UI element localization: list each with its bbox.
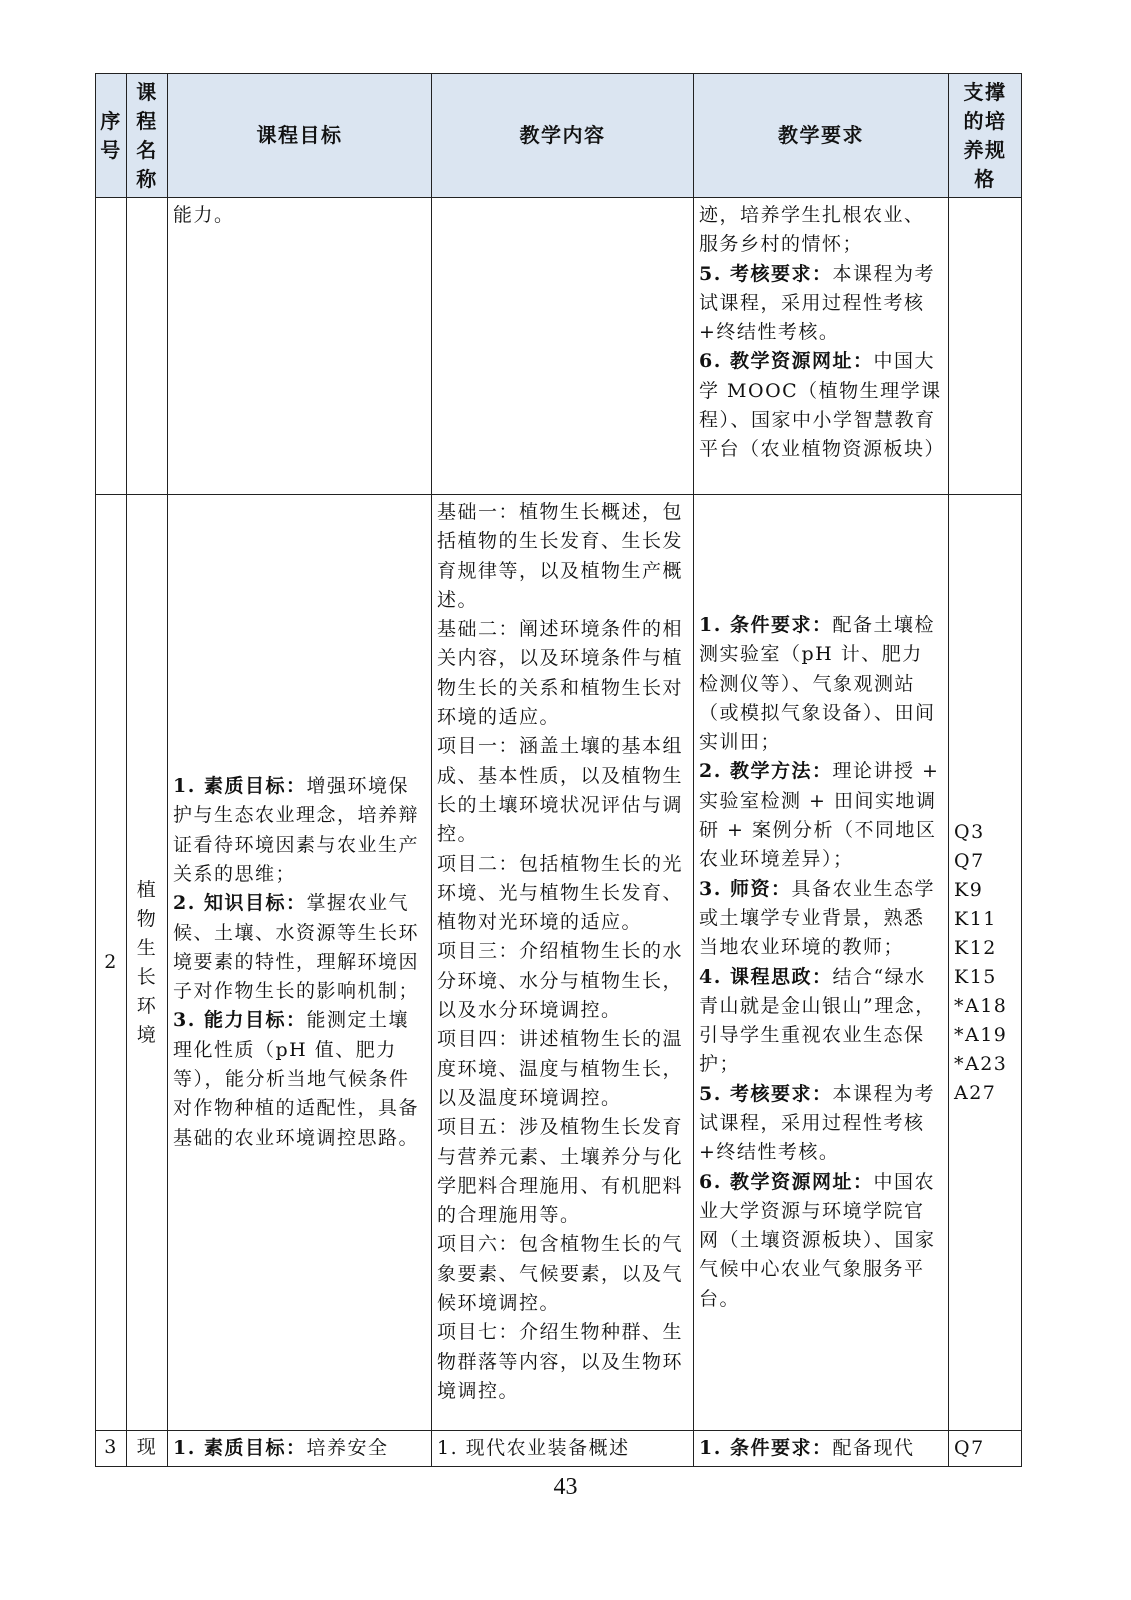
table-row-continued bbox=[96, 198, 1022, 495]
table-header-row bbox=[96, 74, 1022, 198]
content-item: 项目四：讲述植物生长的温度环境、温度与植物生长，以及温度环境调控。 bbox=[437, 1028, 684, 1109]
cell-support-spec bbox=[949, 198, 1022, 495]
cell-index: 2 bbox=[96, 495, 127, 1431]
content-item: 项目二：包括植物生长的光环境、光与植物生长发育、植物对光环境的适应。 bbox=[437, 852, 684, 934]
curriculum-table bbox=[95, 73, 1022, 1467]
content-item: 基础二：阐述环境条件的相关内容，以及环境条件与植物生长的关系和植物生长对环境的适应。 bbox=[437, 618, 684, 729]
cell-teaching-requirement: 1. 条件要求：配备现代 bbox=[694, 1431, 949, 1467]
header-course-goal: 课程目标 bbox=[168, 74, 432, 198]
table-row-3 bbox=[96, 1431, 1022, 1467]
cell-support-spec: Q3 Q7 K9 K11 K12 K15 *A18 *A19 *A23 A27 bbox=[949, 495, 1022, 1431]
content-item: 基础一：植物生长概述，包括植物的生长发育、生长发育规律等，以及植物生产概述。 bbox=[437, 501, 684, 611]
cell-teaching-content: 1. 现代农业装备概述 bbox=[432, 1431, 694, 1467]
cell-teaching-content bbox=[432, 495, 694, 1431]
header-teaching-content: 教学内容 bbox=[432, 74, 694, 198]
content-item: 项目五：涉及植物生长发育与营养元素、土壤养分与化学肥料合理施用、有机肥料的合理施用等。 bbox=[437, 1116, 684, 1227]
cell-course-name: 现 bbox=[127, 1431, 168, 1467]
content-item: 项目一：涵盖土壤的基本组成、基本性质，以及植物生长的土壤环境状况评估与调控。 bbox=[437, 735, 684, 846]
header-support-spec: 支撑 的培 养规 格 bbox=[949, 74, 1022, 198]
page-number: 43 bbox=[553, 1474, 578, 1500]
cell-teaching-content bbox=[432, 198, 694, 495]
cell-course-goal: 1. 素质目标：增强环境保护与生态农业理念，培养辩证看待环境因素与农业生产关系的思维； 2. 知识目标：掌握农业气候、土壤、水资源等生长环境要素的特性，理解环境因子对作物生长的影响机制； 3. 能力目标：能测定土壤理化性质（pH 值、肥力等），能分析当地气候条件对作物种植的适配性，具备基础的农业环境调控思路。 bbox=[168, 495, 432, 1431]
cell-course-goal: 1. 素质目标：培养安全 bbox=[168, 1431, 432, 1467]
table-row-2 bbox=[96, 495, 1022, 1431]
cell-course-name: 植 物 生 长 环 境 bbox=[127, 495, 168, 1431]
cell-index bbox=[96, 198, 127, 495]
cell-course-name bbox=[127, 198, 168, 495]
content-item: 项目七：介绍生物种群、生物群落等内容，以及生物环境调控。 bbox=[437, 1321, 684, 1402]
content-item: 项目三：介绍植物生长的水分环境、水分与植物生长，以及水分环境调控。 bbox=[437, 940, 684, 1022]
header-teaching-requirement: 教学要求 bbox=[694, 74, 949, 198]
cell-teaching-requirement: 迹，培养学生扎根农业、服务乡村的情怀； 5. 考核要求：本课程为考试课程，采用过程性考核+终结性考核。 6. 教学资源网址：中国大学 MOOC（植物生理学课程）、国家中小学智慧教育平台（农业植物资源板块） bbox=[694, 198, 949, 495]
cell-index: 3 bbox=[96, 1431, 127, 1467]
content-item: 项目六：包含植物生长的气象要素、气候要素，以及气候环境调控。 bbox=[437, 1233, 684, 1315]
cell-teaching-requirement: 1. 条件要求：配备土壤检测实验室（pH 计、肥力检测仪等）、气象观测站（或模拟气象设备）、田间实训田； 2. 教学方法：理论讲授 + 实验室检测 + 田间实地调研 + 案例分析（不同地区农业环境差异）； 3. 师资：具备农业生态学或土壤学专业背景，熟悉当地农业环境的教师； 4. 课程思政：结合“绿水青山就是金山银山”理念，引导学生重视农业生态保护； 5. 考核要求：本课程为考试课程，采用过程性考核+终结性考核。 6. 教学资源网址：中国农业大学资源与环境学院官网（土壤资源板块）、国家气候中心农业气象服务平台。 bbox=[694, 495, 949, 1431]
cell-course-goal: 能力。 bbox=[168, 198, 432, 495]
header-index: 序 号 bbox=[96, 74, 127, 198]
cell-support-spec: Q7 bbox=[949, 1431, 1022, 1467]
header-course-name: 课 程 名 称 bbox=[127, 74, 168, 198]
